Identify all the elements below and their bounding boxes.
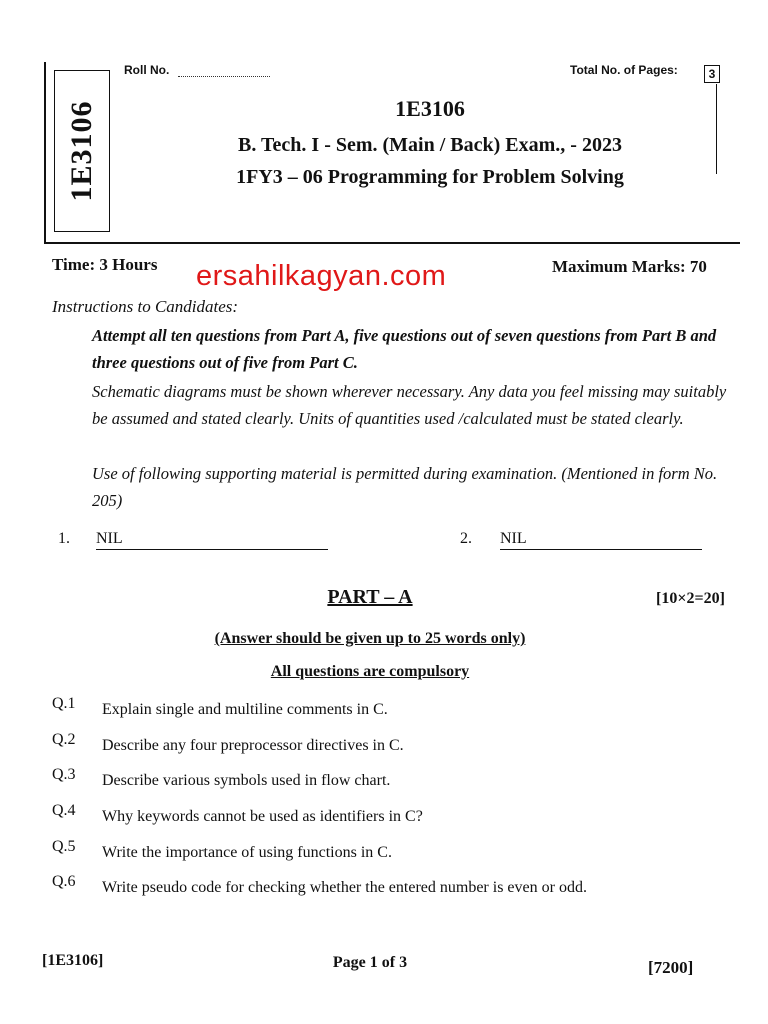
header-divider [716, 84, 717, 174]
question-number: Q.1 [52, 695, 76, 712]
footer-paper-code: [1E3106] [42, 952, 104, 969]
paper-code-title: 1E3106 [395, 96, 465, 121]
material-value-1: NIL [96, 530, 328, 550]
question-text: Explain single and multiline comments in C. [102, 701, 388, 718]
watermark-text: ersahilkagyan.com [196, 260, 447, 292]
total-pages-label: Total No. of Pages: [570, 63, 678, 77]
instruction-line-3: Use of following supporting material is permitted during examination. (Mentioned in form No. 205) [92, 464, 718, 510]
roll-number-line [178, 76, 270, 77]
question-number: Q.3 [52, 766, 76, 783]
subject-title: 1FY3 – 06 Programming for Problem Solving [236, 166, 624, 188]
material-number-2: 2. [460, 530, 472, 547]
exam-time: Time: 3 Hours [52, 255, 158, 274]
paper-code-vertical: 1E3106 [65, 100, 98, 202]
question-number: Q.5 [52, 838, 76, 855]
part-a-marks: [10×2=20] [656, 590, 725, 607]
roll-number-label: Roll No. [124, 63, 170, 77]
part-a-title: PART – A [327, 586, 413, 608]
question-text: Why keywords cannot be used as identifiers in C? [102, 808, 423, 825]
instruction-line-2: Schematic diagrams must be shown wherever necessary. Any data you feel missing may suitably be assumed and stated clearly. Units of quantities used /calculated must be stated clearly. [92, 382, 727, 428]
maximum-marks: Maximum Marks: 70 [552, 257, 707, 276]
question-text: Write the importance of using functions in C. [102, 844, 392, 861]
question-text: Describe various symbols used in flow chart. [102, 772, 391, 789]
question-text: Write pseudo code for checking whether the entered number is even or odd. [102, 879, 587, 896]
instruction-line-1: Attempt all ten questions from Part A, five questions out of seven questions from Part B and three questions out of five from Part C. [92, 326, 717, 372]
question-number: Q.2 [52, 731, 76, 748]
exam-title: B. Tech. I - Sem. (Main / Back) Exam., - 2023 [238, 134, 622, 156]
part-a-word-limit: (Answer should be given up to 25 words only) [214, 630, 526, 647]
question-text: Describe any four preprocessor directives in C. [102, 737, 404, 754]
question-number: Q.6 [52, 873, 76, 890]
material-number-1: 1. [58, 530, 70, 547]
footer-serial-number: [7200] [648, 958, 694, 977]
footer-page-number: Page 1 of 3 [332, 954, 408, 971]
part-a-compulsory-note: All questions are compulsory [270, 663, 470, 680]
question-number: Q.4 [52, 802, 76, 819]
instructions-heading: Instructions to Candidates: [52, 297, 239, 316]
material-value-2: NIL [500, 530, 702, 550]
total-pages-value: 3 [704, 65, 720, 83]
paper-code-box [54, 70, 110, 232]
